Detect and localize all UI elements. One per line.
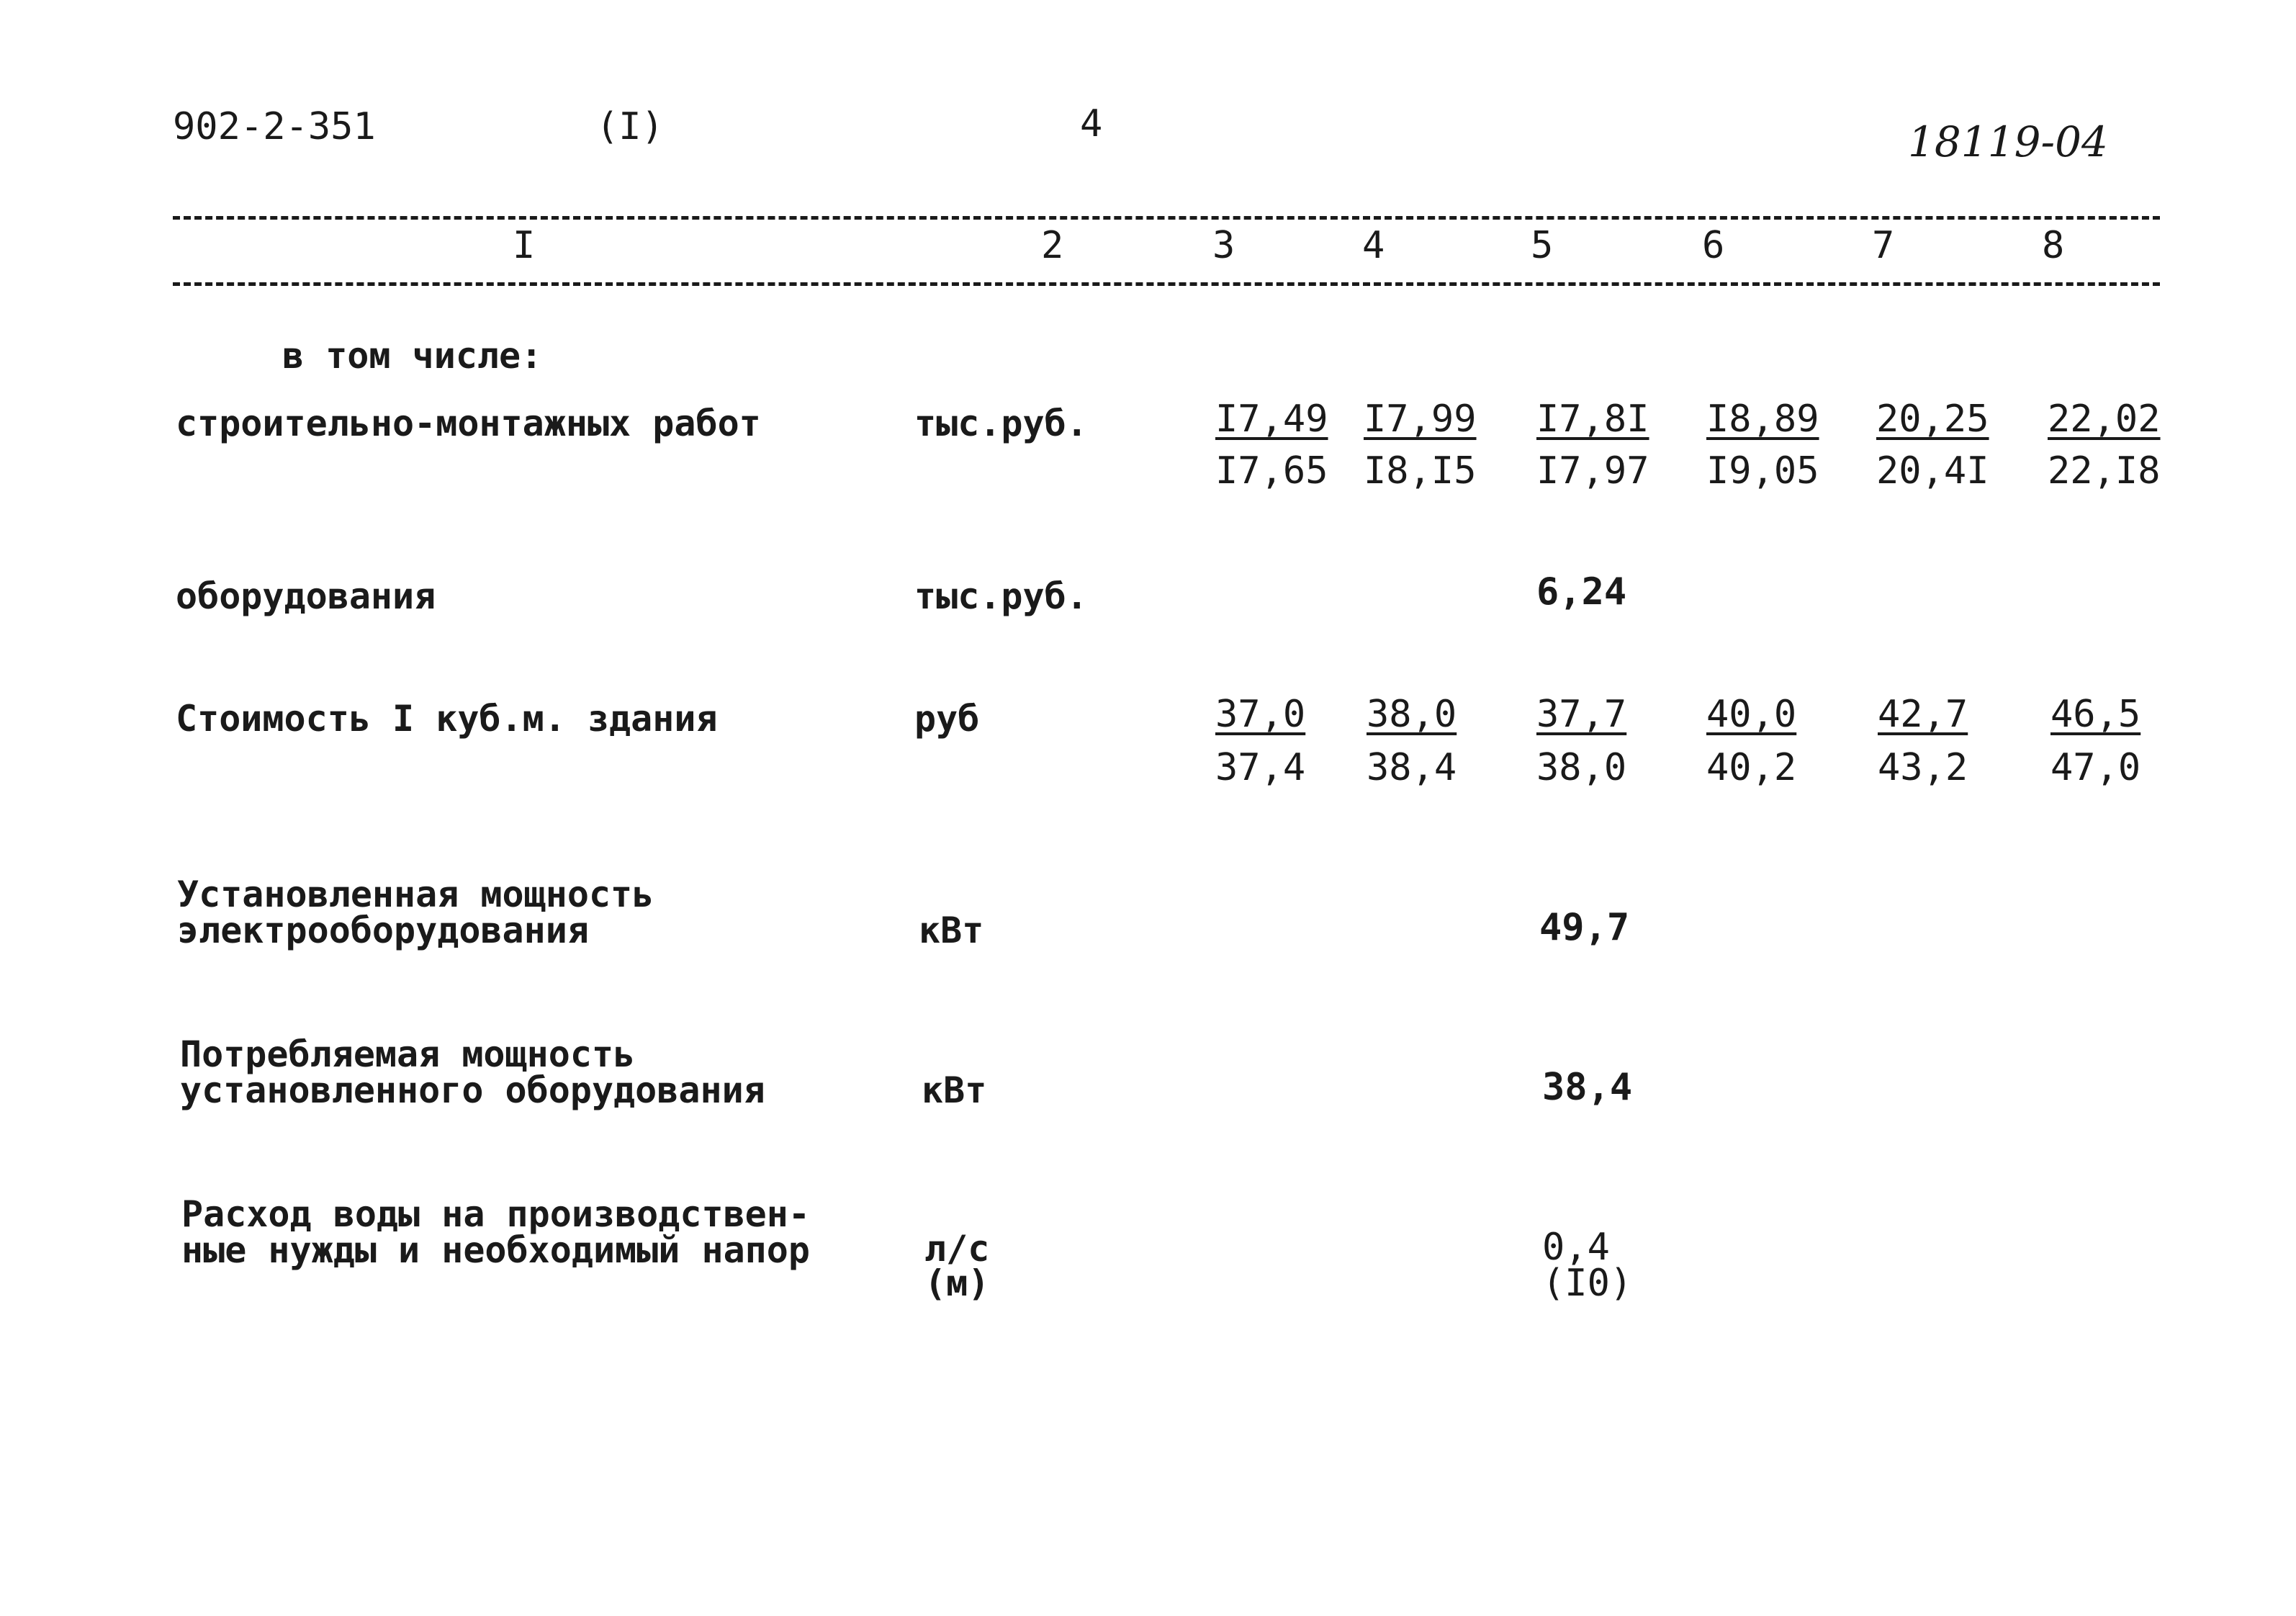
value: 49,7 xyxy=(1539,906,1630,949)
value-bottom: I9,05 xyxy=(1706,449,1819,493)
col-number-8: 8 xyxy=(2042,224,2065,267)
row-unit: кВт xyxy=(922,1069,987,1111)
part-number: (I) xyxy=(596,105,664,148)
value-bottom: 37,4 xyxy=(1215,746,1306,789)
value-top: I7,49 xyxy=(1215,398,1328,441)
row-unit-line2: (м) xyxy=(924,1262,990,1304)
value-top: 37,0 xyxy=(1215,693,1306,736)
value-bottom: 38,4 xyxy=(1367,746,1457,789)
row-label: Стоимость I куб.м. здания xyxy=(176,698,718,740)
page-number: 4 xyxy=(1080,102,1103,145)
subheading: в том числе: xyxy=(282,335,543,377)
value: 38,4 xyxy=(1542,1066,1633,1109)
row-unit-line1: л/с xyxy=(924,1228,990,1270)
value-bottom: I7,65 xyxy=(1215,449,1328,493)
value-bottom: I7,97 xyxy=(1536,449,1649,493)
row-unit: руб xyxy=(914,698,980,740)
value-line1: 0,4 xyxy=(1542,1226,1610,1269)
row-label-line2: ные нужды и необходимый напор xyxy=(181,1229,810,1271)
value-bottom: 43,2 xyxy=(1878,746,1968,789)
row-label-line1: Установленная мощность xyxy=(177,874,654,915)
value-line2: (I0) xyxy=(1542,1262,1633,1305)
row-label-line2: электрооборудования xyxy=(177,910,589,951)
col-number-5: 5 xyxy=(1531,224,1554,267)
row-label-line1: Потребляемая мощность xyxy=(180,1033,636,1075)
value-top: I7,8I xyxy=(1536,398,1649,441)
col-number-6: 6 xyxy=(1702,224,1725,267)
table-header-rule xyxy=(173,282,2160,286)
row-unit: кВт xyxy=(919,910,984,951)
value-top: 40,0 xyxy=(1706,693,1797,736)
table-top-rule xyxy=(173,216,2160,220)
value-top: 42,7 xyxy=(1878,693,1968,736)
value-top: 22,02 xyxy=(2048,398,2161,441)
value-bottom: 20,4I xyxy=(1876,449,1989,493)
col-number-3: 3 xyxy=(1212,224,1235,267)
col-number-4: 4 xyxy=(1362,224,1385,267)
value-top: 20,25 xyxy=(1876,398,1989,441)
value-top: 38,0 xyxy=(1367,693,1457,736)
col-number-7: 7 xyxy=(1872,224,1895,267)
row-label-line1: Расход воды на производствен- xyxy=(181,1193,810,1235)
row-label-line2: установленного оборудования xyxy=(180,1069,765,1111)
doc-number: 902-2-351 xyxy=(173,105,376,148)
value-top: 37,7 xyxy=(1536,693,1627,736)
value-bottom: 22,I8 xyxy=(2048,449,2161,493)
row-label: оборудования xyxy=(176,575,436,617)
col-number-2: 2 xyxy=(1041,224,1064,267)
handwritten-code: 18119-04 xyxy=(1908,117,2108,166)
value-bottom: 47,0 xyxy=(2050,746,2141,789)
row-unit: тыс.руб. xyxy=(914,403,1088,444)
row-label: строительно-монтажных работ xyxy=(176,403,761,444)
value-top: 46,5 xyxy=(2050,693,2141,736)
col-number-1: I xyxy=(513,224,536,267)
value: 6,24 xyxy=(1536,570,1627,614)
value-top: I7,99 xyxy=(1364,398,1477,441)
value-top: I8,89 xyxy=(1706,398,1819,441)
value-bottom: 40,2 xyxy=(1706,746,1797,789)
row-unit: тыс.руб. xyxy=(914,575,1088,617)
value-bottom: 38,0 xyxy=(1536,746,1627,789)
value-bottom: I8,I5 xyxy=(1364,449,1477,493)
